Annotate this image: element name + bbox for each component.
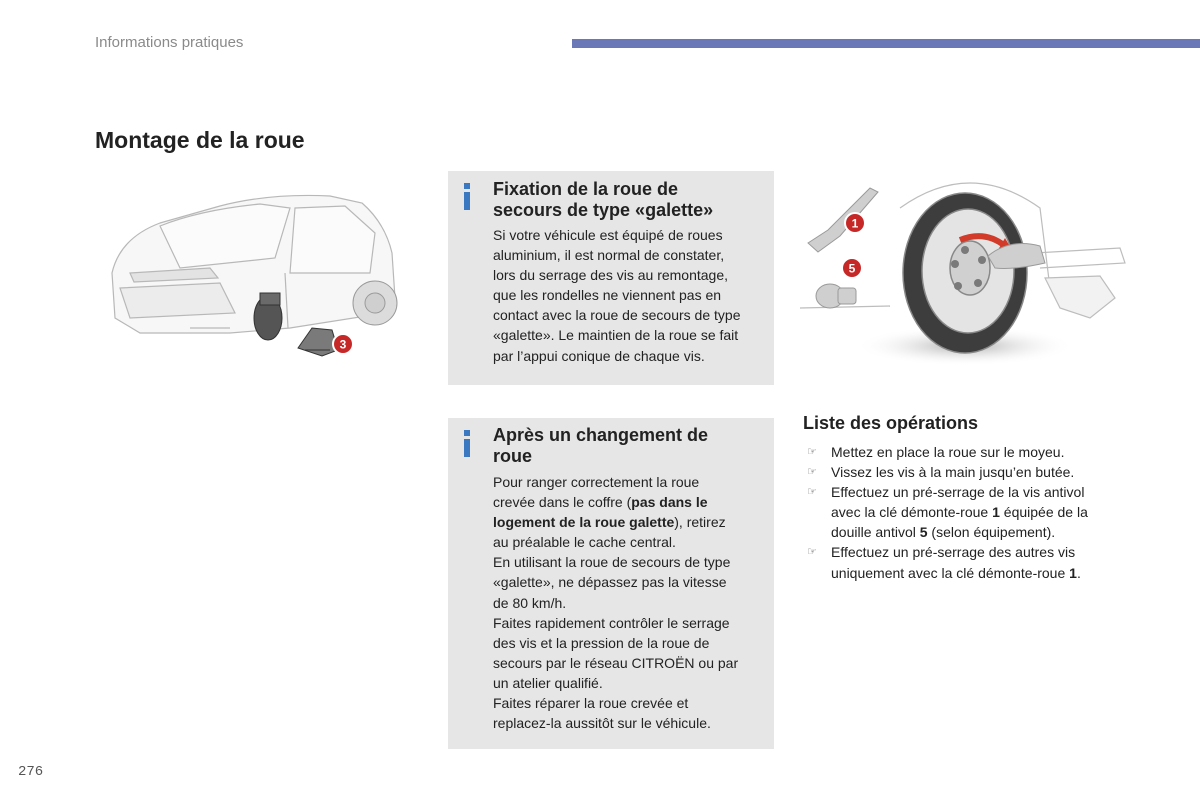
callout-number: 1	[851, 216, 859, 231]
operations-title: Liste des opérations	[803, 413, 979, 433]
info-box-after-wheel-change	[448, 418, 774, 749]
list-item: ☞ Mettez en place la roue sur le moyeu.	[803, 442, 1123, 462]
info-icon	[462, 430, 472, 457]
callout-badge-1	[845, 213, 865, 233]
info-icon	[462, 183, 472, 210]
info-box-text: Pour ranger correctement la roue crevée dans le coffre (pas dans le logement de la roue galette), retirez au préalable le cache central. En utilisant la roue de secours de type «galette», ne dépassez pas la vitesse de 80 km/h. Faites rapidement contrôler le serrage des vis et la pression de la roue de secours par le réseau CITROËN ou par un atelier qualifié. Faites réparer la roue crevée et replacez-la aussitôt sur le véhicule.	[493, 474, 739, 732]
pointing-hand-icon: ☞	[807, 546, 817, 559]
callout-badge-5	[842, 258, 862, 278]
list-item: ☞ Effectuez un pré-serrage de la vis antivol avec la clé démonte-roue 1 équipée de la douille antivol 5 (selon équipement).	[807, 484, 1088, 541]
pointing-hand-icon: ☞	[807, 466, 817, 479]
info-box-galette-fixing	[448, 171, 774, 385]
operations-list	[803, 442, 1123, 583]
list-item: ☞ Vissez les vis à la main jusqu’en butée.	[803, 462, 1123, 482]
section-label: Informations pratiques	[95, 34, 244, 51]
info-box-title: Après un changement de roue	[493, 425, 709, 466]
header-accent-bar	[572, 39, 1200, 48]
callout-badge-3	[333, 334, 353, 354]
page-number: 276	[18, 764, 44, 780]
pointing-hand-icon: ☞	[807, 486, 817, 499]
list-item: ☞ Effectuez un pré-serrage des autres vis uniquement avec la clé démonte-roue 1.	[807, 544, 1081, 581]
pointing-hand-icon: ☞	[807, 446, 817, 458]
wheel-fitting-illustration	[800, 168, 1130, 368]
car-jack-illustration	[100, 178, 400, 378]
info-box-title: Fixation de la roue de secours de type «galette»	[493, 179, 714, 220]
callout-number: 5	[848, 261, 856, 276]
info-box-text: Si votre véhicule est équipé de roues aluminium, il est normal de constater, lors du serrage des vis au remontage, que les rondelles ne viennent pas en contact avec la roue de secours de type «galette». Le maintien de la roue se fait par l’appui conique de chaque vis.	[493, 227, 741, 364]
page-title: Montage de la roue	[95, 127, 305, 153]
callout-number: 3	[339, 337, 347, 352]
